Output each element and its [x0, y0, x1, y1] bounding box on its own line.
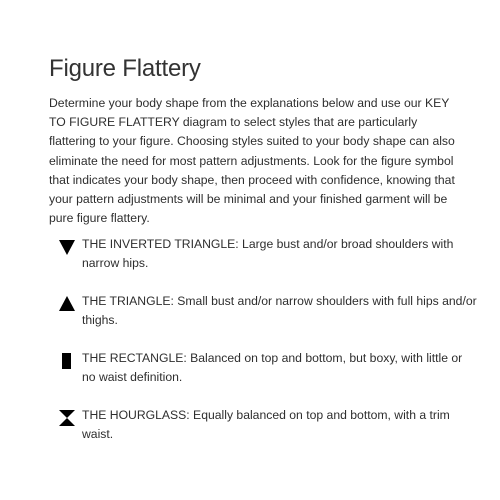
shape-description: THE HOURGLASS: Equally balanced on top and bottom, with a trim waist. — [82, 408, 450, 442]
triangle-icon — [59, 296, 75, 312]
list-item-hourglass — [59, 406, 479, 444]
body-shape-list — [59, 235, 479, 463]
shape-description: THE RECTANGLE: Balanced on top and bottom, but boxy, with little or no waist definition. — [82, 351, 463, 385]
list-item-inverted-triangle — [59, 235, 479, 273]
list-item-triangle — [59, 292, 479, 330]
shape-description: THE INVERTED TRIANGLE: Large bust and/or broad shoulders with narrow hips. — [82, 237, 454, 271]
rectangle-icon — [59, 353, 75, 369]
content — [49, 54, 464, 228]
list-item-rectangle — [59, 349, 479, 387]
hourglass-icon — [59, 410, 75, 426]
page-title: Figure Flattery — [49, 55, 201, 82]
shape-description: THE TRIANGLE: Small bust and/or narrow shoulders with full hips and/or thighs. — [82, 294, 477, 328]
intro-paragraph: Determine your body shape from the explanations below and use our KEY TO FIGURE FLATTERY diagram to select styles that are particularly flattering to your figure. Choosing styles suited to your body shape can also eliminate the need for most pattern adjustments. Look for the figure symbol that indicates your body shape, then proceed with confidence, knowing that your pattern adjustments will be minimal and your finished garment will be pure figure flattery. — [49, 96, 455, 226]
inverted-triangle-icon — [59, 239, 75, 255]
